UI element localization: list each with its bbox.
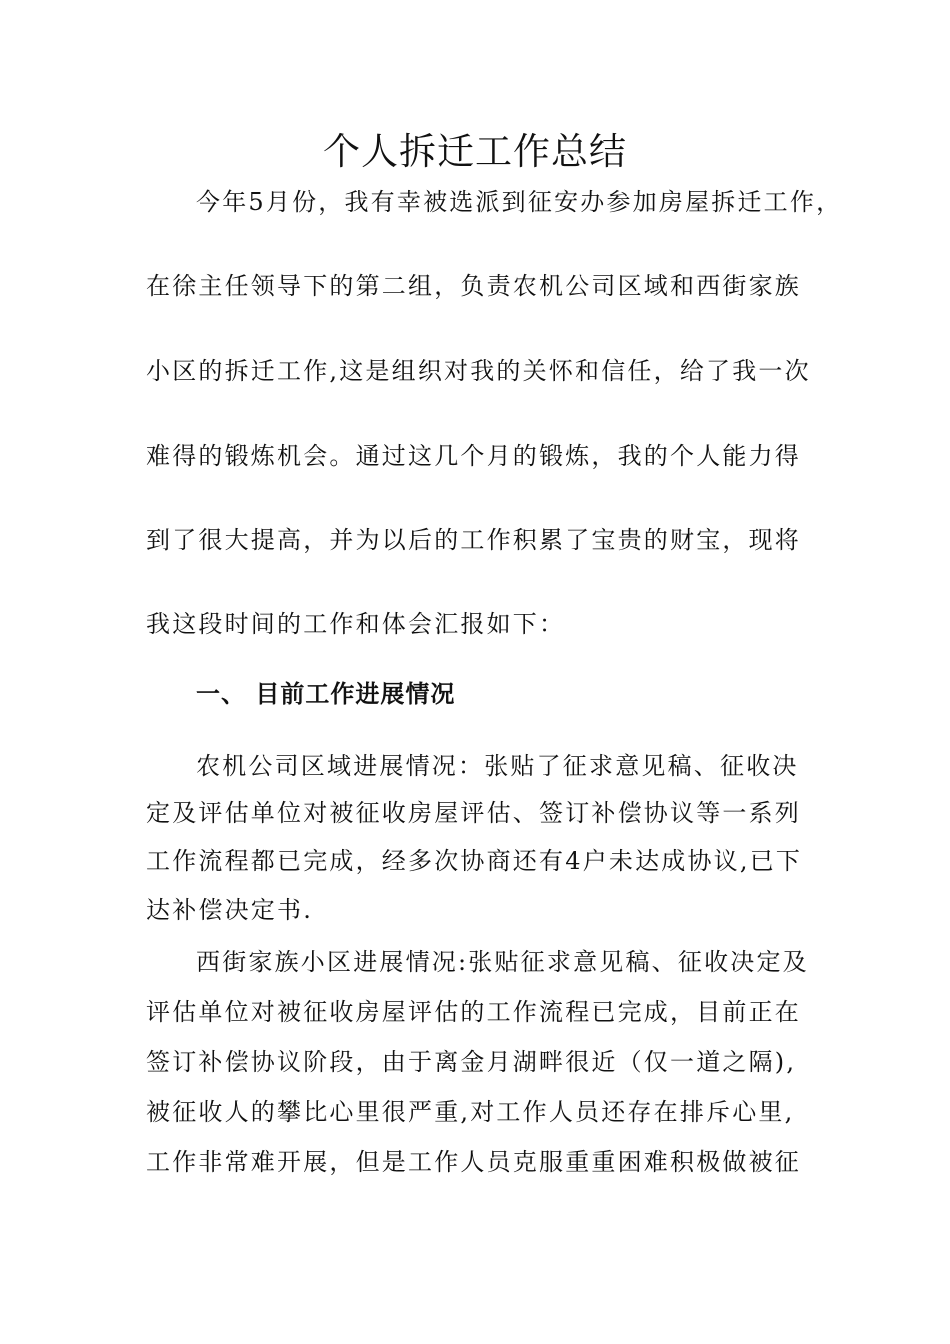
para1-line-1: 农机公司区域进展情况：张贴了征求意见稿、征收决	[196, 752, 799, 780]
intro-line-6: 我这段时间的工作和体会汇报如下：	[146, 610, 566, 638]
intro-line-1: 今年5月份，我有幸被选派到征安办参加房屋拆迁工作，	[196, 188, 843, 216]
document-title: 个人拆迁工作总结	[323, 130, 627, 173]
para2-line-3: 签订补偿协议阶段，由于离金月湖畔很近（仅一道之隔),	[146, 1048, 797, 1076]
intro-line-4: 难得的锻炼机会。通过这几个月的锻炼，我的个人能力得	[146, 442, 801, 470]
para2-line-2: 评估单位对被征收房屋评估的工作流程已完成，目前正在	[146, 998, 801, 1026]
intro-line-3: 小区的拆迁工作,这是组织对我的关怀和信任，给了我一次	[146, 357, 811, 385]
intro-line-2: 在徐主任领导下的第二组，负责农机公司区域和西街家族	[146, 272, 801, 300]
section-heading-progress: 一、 目前工作进展情况	[196, 680, 456, 708]
para1-line-3: 工作流程都已完成，经多次协商还有4户未达成协议,已下	[146, 847, 803, 875]
para2-line-5: 工作非常难开展，但是工作人员克服重重困难积极做被征	[146, 1148, 801, 1176]
para2-line-4: 被征收人的攀比心里很严重,对工作人员还存在排斥心里,	[146, 1098, 795, 1126]
para1-line-4: 达补偿决定书.	[146, 896, 314, 924]
para2-line-1: 西街家族小区进展情况:张贴征求意见稿、征收决定及	[196, 948, 809, 976]
para1-line-2: 定及评估单位对被征收房屋评估、签订补偿协议等一系列	[146, 799, 801, 827]
intro-line-5: 到了很大提高，并为以后的工作积累了宝贵的财宝，现将	[146, 526, 801, 554]
